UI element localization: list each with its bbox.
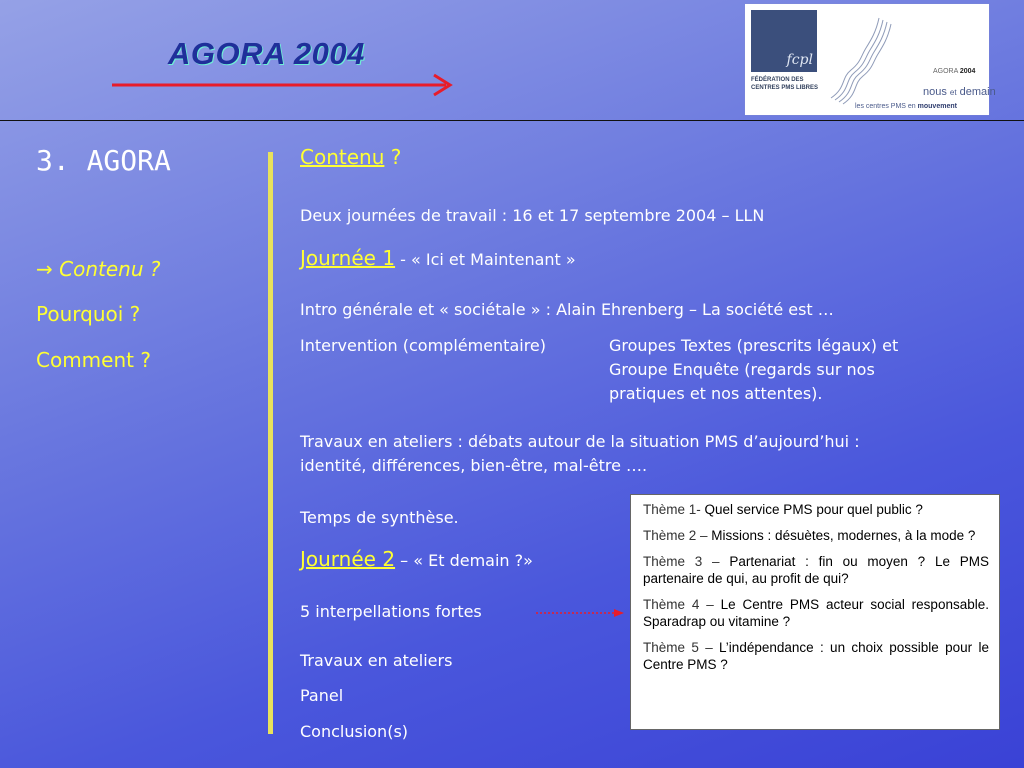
dates-line: Deux journées de travail : 16 et 17 septembre 2004 – LLN (300, 206, 765, 225)
header-divider (0, 120, 1024, 121)
agora-logo-title: AGORA 2004 (933, 68, 976, 75)
content-heading: Contenu ? (300, 145, 402, 169)
day1-intervention-detail: Groupes Textes (prescrits légaux) et Groupe Enquête (regards sur nos pratiques et nos attentes). (609, 336, 899, 403)
slide-title: AGORA 2004 (168, 36, 365, 71)
day1-intro: Intro générale et « sociétale » : Alain Ehrenberg – La société est … (300, 300, 834, 319)
theme-item: Thème 5 – L’indépendance : un choix possible pour le Centre PMS ? (643, 640, 989, 672)
spiral-icon (825, 10, 895, 106)
agora-logo (745, 4, 996, 115)
vertical-divider (268, 152, 273, 734)
day2-ateliers: Travaux en ateliers (300, 651, 453, 670)
day1-synthese: Temps de synthèse. (300, 508, 459, 527)
sidebar-item-pourquoi[interactable]: Pourquoi ? (36, 302, 141, 326)
day2-heading: Journée 2 – « Et demain ?» (300, 547, 533, 571)
theme-item: Thème 4 – Le Centre PMS acteur social responsable. Sparadrap ou vitamine ? (643, 597, 989, 629)
agora-logo-subtagline: les centres PMS en mouvement (855, 103, 957, 110)
day1-ateliers: Travaux en ateliers : débats autour de la situation PMS d’aujourd’hui : identité, différences, bien-être, mal-être …. (300, 432, 860, 475)
fcpl-logo-block (751, 10, 817, 72)
arrow-right-icon: → (36, 257, 53, 281)
sidebar-item-contenu[interactable] (36, 257, 160, 281)
themes-box (630, 494, 1000, 730)
red-arrow-icon (108, 72, 458, 100)
sidebar-item-label: Contenu ? (59, 257, 161, 281)
fcpl-logo-mark: fcpl (786, 52, 813, 68)
theme-item: Thème 3 – Partenariat : fin ou moyen ? Le PMS partenaire de qui, au profit de qui? (643, 554, 989, 586)
theme-item: Thème 1- Quel service PMS pour quel public ? (643, 502, 923, 517)
day1-intervention-label: Intervention (complémentaire) (300, 336, 547, 355)
agora-logo-tagline: nous et demain (923, 86, 996, 98)
fcpl-logo-text: FÉDÉRATION DES CENTRES PMS LIBRES (751, 77, 819, 91)
theme-item: Thème 2 – Missions : désuètes, modernes, à la mode ? (643, 528, 976, 543)
day2-interpellations: 5 interpellations fortes (300, 602, 482, 621)
day2-panel: Panel (300, 686, 344, 705)
dotted-arrow-icon (534, 606, 626, 620)
section-title: 3. AGORA (36, 144, 171, 177)
day1-heading: Journée 1 - « Ici et Maintenant » (300, 246, 576, 270)
day2-conclusion: Conclusion(s) (300, 722, 409, 741)
sidebar-item-comment[interactable]: Comment ? (36, 348, 151, 372)
